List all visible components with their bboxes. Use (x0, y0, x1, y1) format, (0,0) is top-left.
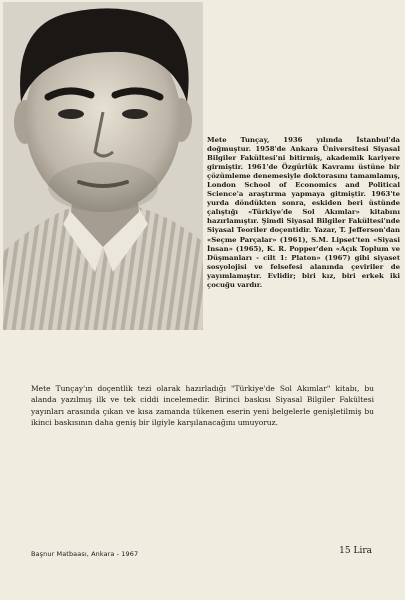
author-photo (3, 2, 203, 330)
price-label: 15 Lira (339, 546, 372, 556)
author-portrait-image (3, 2, 203, 330)
author-biography: Mete Tunçay, 1936 yılında İstanbul'da doğmuştur. 1958'de Ankara Üniversitesi Siyasal Bilgiler Fakültesi'ni bitirmiş, akademik kariyere girmiştir. 1961'de Özgürlük Kavramı üstüne bir çözümleme denemesiyle doktorasını tamamlamış, London School of Economics and Political Science'a araştırma yapmaya gitmiştir. 1963'te yurda döndükten sonra, eskiden beri üstünde çalıştığı «Türkiye'de Sol Akımlar» kitabını hazırlamıştır. Şimdi Siyasal Bilgiler Fakültesi'nde Siyasal Teoriler doçentidir. Yazar, T. Jefferson'dan «Seçme Parçalar» (1961), S.M. Lipset'ten «Siyasi İnsan» (1965), K. R. Popper'den «Açık Toplum ve Düşmanları - cilt 1: Platon» (1967) gibi siyaset sosyolojisi ve felsefesi alanında çeviriler de yayımlamıştır. Evlidir; biri kız, biri erkek iki çocuğu vardır. (207, 136, 400, 289)
printer-imprint: Başnur Matbaası, Ankara - 1967 (31, 550, 139, 558)
book-description: Mete Tunçay'ın doçentlik tezi olarak hazırladığı "Türkiye'de Sol Akımlar" kitabı, bu alanda yazılmış ilk ve tek ciddi incelemedir. Birinci baskısı Siyasal Bilgiler Fakültesi yayınları arasında çıkan ve kısa zamanda tükenen eserin yeni belgelerle genişletilmiş bu ikinci baskısının daha geniş bir ilgiyle karşılanacağını umuyoruz. (31, 384, 374, 427)
